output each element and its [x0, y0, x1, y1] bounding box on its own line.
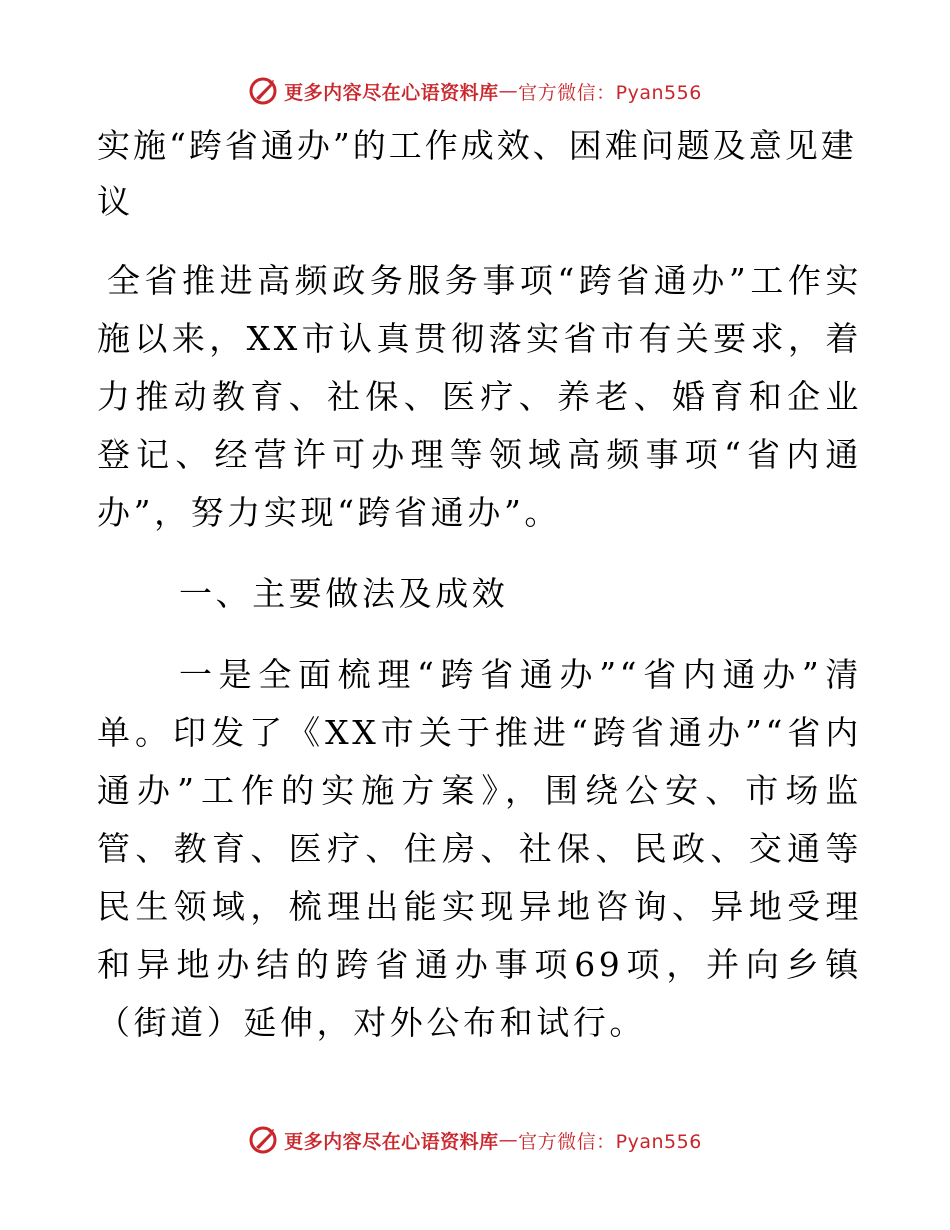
watermark-text: 更多内容尽在心语资料库 — [284, 81, 499, 104]
section-heading: 一、主要做法及成效 — [179, 574, 509, 613]
quill-logo-icon — [248, 1125, 278, 1155]
quill-logo-icon — [248, 76, 278, 106]
document-body — [97, 118, 862, 1052]
watermark-account: 官方微信：Pyan556 — [518, 1130, 702, 1153]
watermark-dash: — — [498, 1129, 519, 1151]
document-title: 实施“跨省通办”的工作成效、困难问题及意见建议 — [97, 126, 857, 221]
watermark-dash: — — [498, 80, 519, 102]
watermark-footer — [0, 1120, 950, 1160]
watermark-header — [0, 71, 950, 111]
body-paragraph-1: 一是全面梳理“跨省通办”“省内通办”清单。印发了《XX市关于推进“跨省通办”“省内通办”工作的实施方案》，围绕公安、市场监管、教育、医疗、住房、社保、民政、交通等民生领域，梳理出能实现异地咨询、异地受理和异地办结的跨省通办事项69项，并向乡镇（街道）延伸，对外公布和试行。 — [97, 655, 862, 1042]
watermark-text: 更多内容尽在心语资料库 — [284, 1130, 499, 1153]
watermark-account: 官方微信：Pyan556 — [518, 81, 702, 104]
intro-paragraph: 全省推进高频政务服务事项“跨省通办”工作实施以来，XX市认真贯彻落实省市有关要求，着力推动教育、社保、医疗、养老、婚育和企业登记、经营许可办理等领域高频事项“省内通办”，努力实现“跨省通办”。 — [97, 261, 862, 532]
